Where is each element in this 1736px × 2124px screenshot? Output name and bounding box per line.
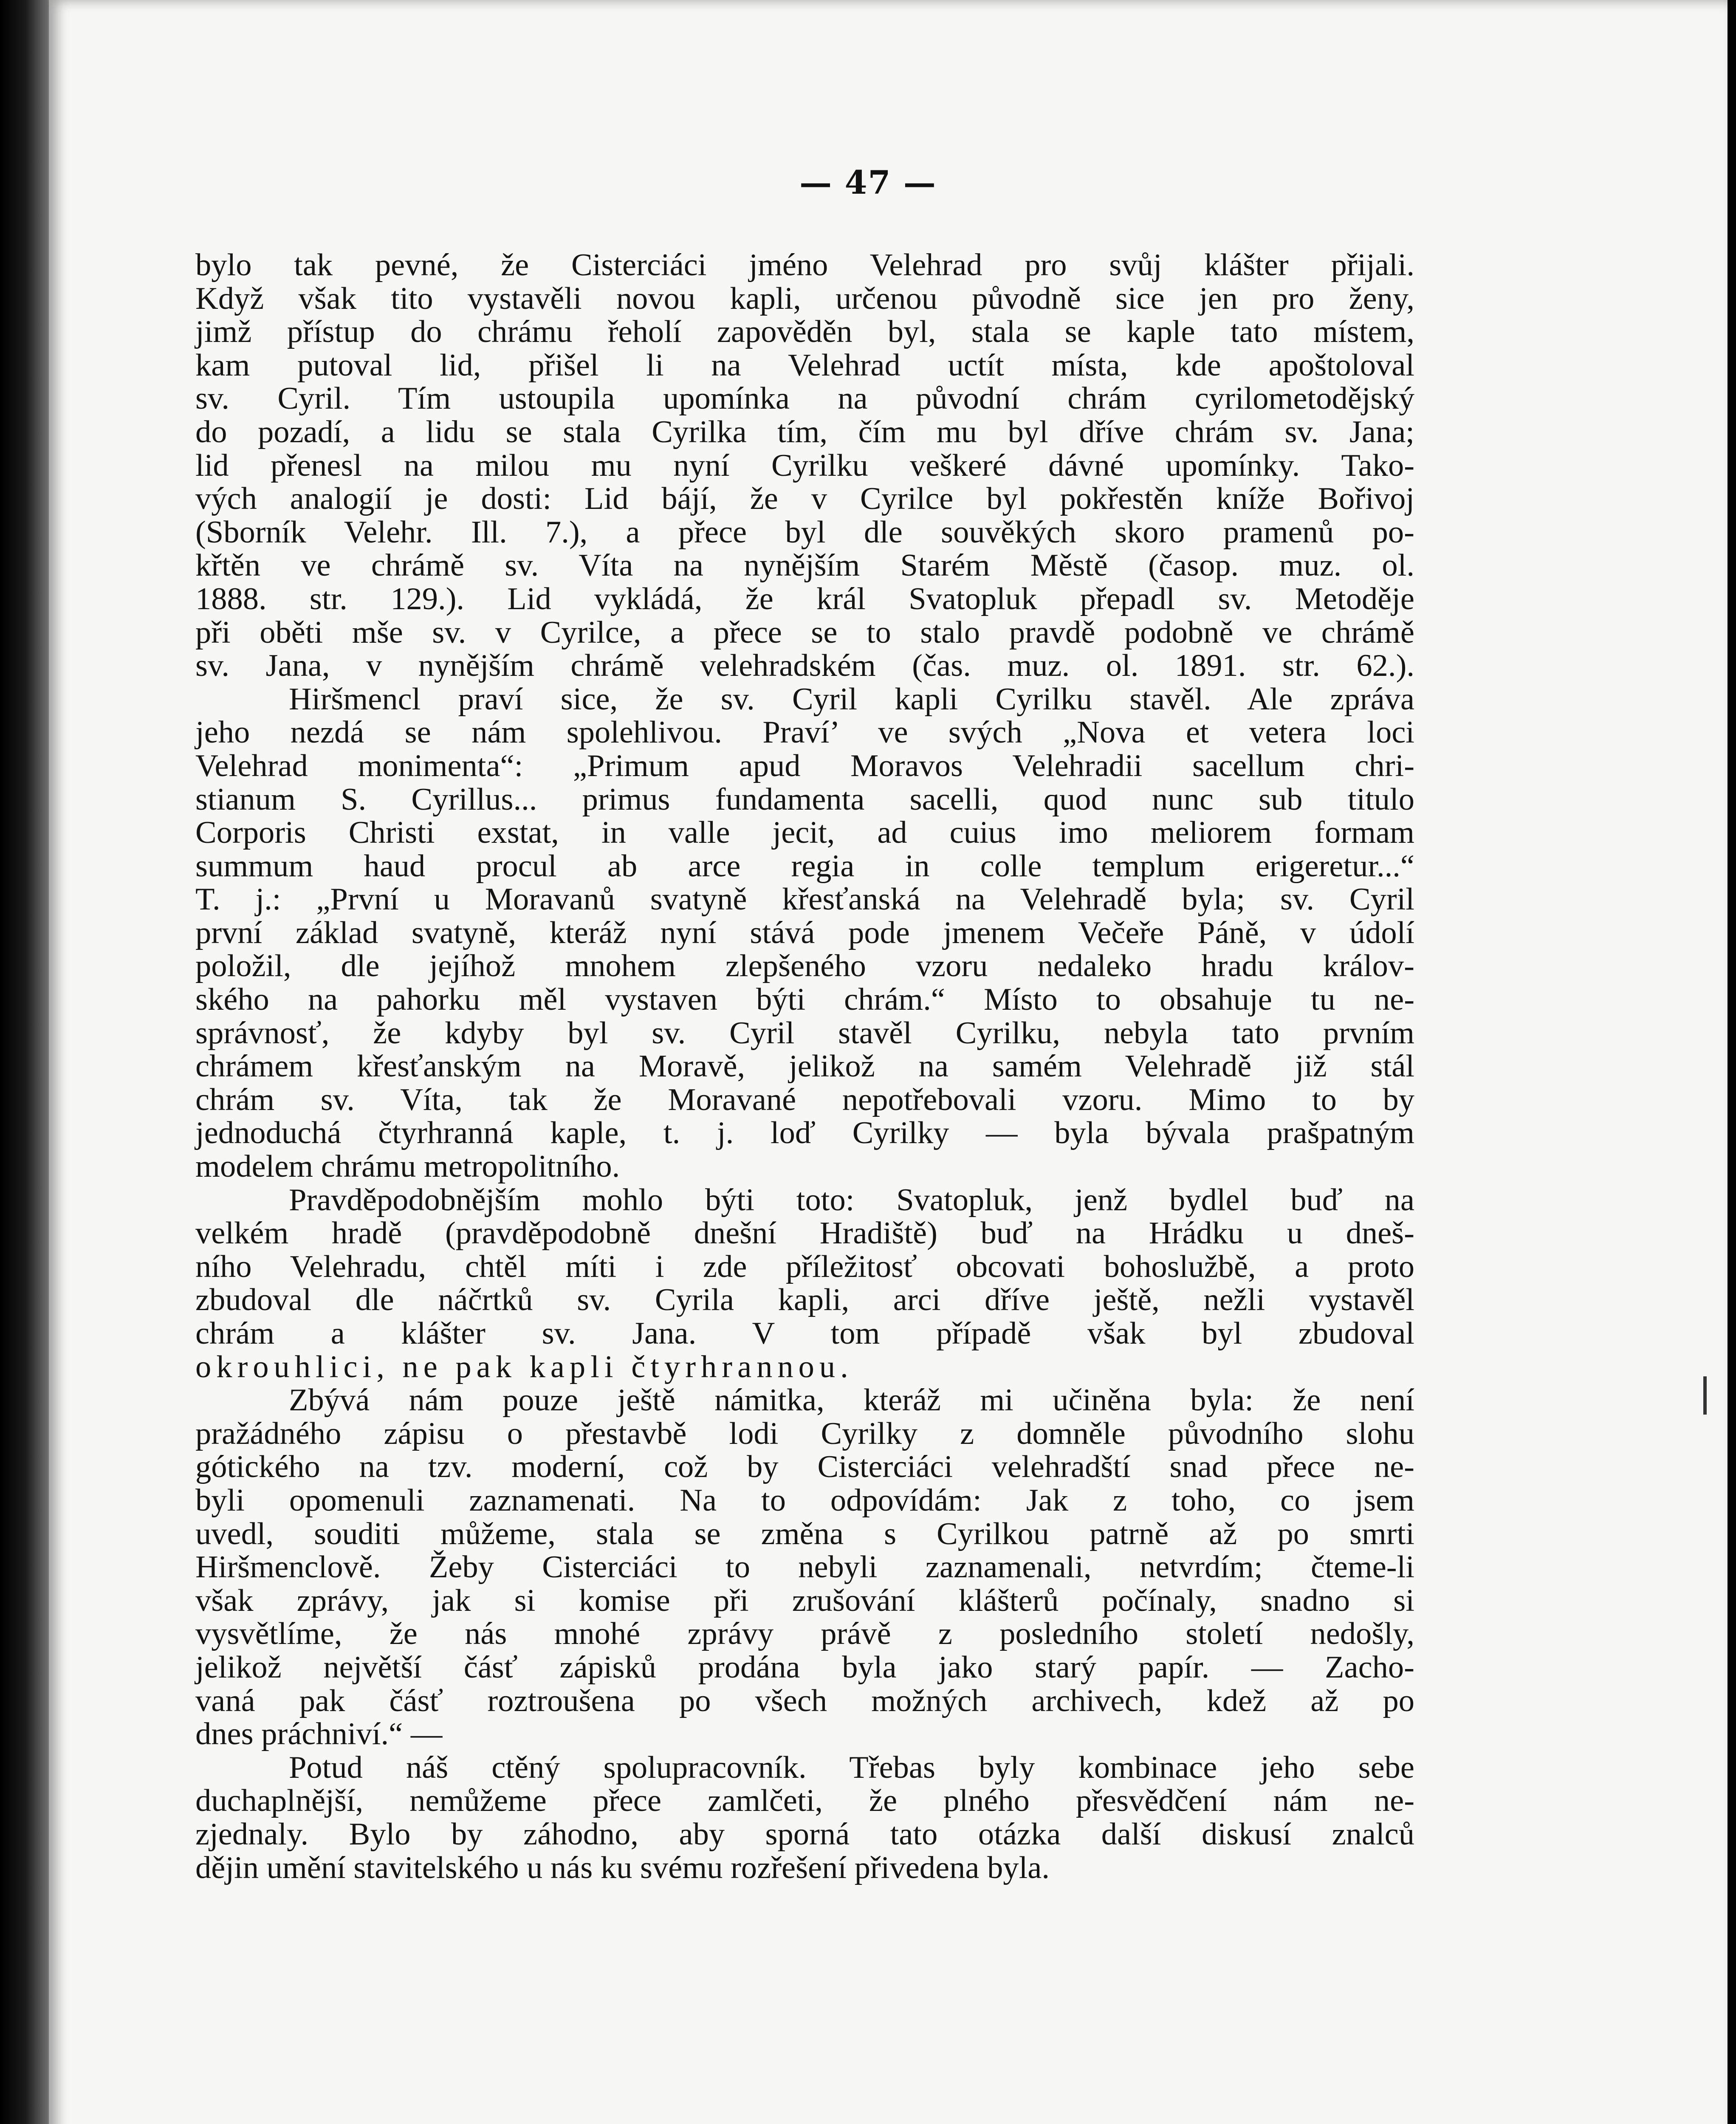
text-line: Hiršmenclově. Žeby Cisterciáci to nebyli zaznamenali, netvrdím; čteme-li — [195, 1550, 1414, 1585]
text-line: první základ svatyně, kteráž nyní stává pode jmenem Večeře Páně, v údolí — [195, 915, 1414, 950]
text-line: okrouhlici, ne pak kapli čtyrhrannou. — [195, 1349, 853, 1384]
text-line: Velehrad monimenta“: „Primum apud Moravos Velehradii sacellum chri- — [195, 748, 1414, 783]
text-line: zjednaly. Bylo by záhodno, aby sporná tato otázka další diskusí znalců — [195, 1816, 1414, 1852]
text-line: ního Velehradu, chtěl míti i zde příležitosť obcovati bohoslužbě, a proto — [195, 1249, 1414, 1284]
text-line: (Sborník Velehr. Ill. 7.), a přece byl dle souvěkých skoro pramenů po- — [195, 514, 1414, 550]
text-line: 1888. str. 129.). Lid vykládá, že král Svatopluk přepadl sv. Metoděje — [195, 581, 1414, 616]
text-line: položil, dle jejíhož mnohem zlepšeného vzoru nedaleko hradu králov- — [195, 949, 1414, 984]
text-line: bylo tak pevné, že Cisterciáci jméno Velehrad pro svůj klášter přijali. — [195, 248, 1414, 282]
text-line: sv. Jana, v nynějším chrámě velehradském (čas. muz. ol. 1891. str. 62.). — [195, 648, 1414, 684]
paragraph — [195, 1384, 1414, 1751]
text-line: jeho nezdá se nám spolehlivou. Praví’ ve svých „Nova et vetera loci — [195, 715, 1414, 750]
text-line: křtěn ve chrámě sv. Víta na nynějším Starém Městě (časop. muz. ol. — [195, 548, 1414, 583]
text-line: vaná pak čásť roztroušena po všech možných archivech, kdež až po — [195, 1683, 1414, 1718]
text-line: kam putoval lid, přišel li na Velehrad uctít místa, kde apoštoloval — [195, 347, 1414, 383]
text-line: jelikož největší čásť zápisků prodána byla jako starý papír. — Zacho- — [195, 1649, 1414, 1685]
text-line: však zprávy, jak si komise při zrušování klášterů počínaly, snadno si — [195, 1583, 1414, 1618]
text-line: do pozadí, a lidu se stala Cyrilka tím, čím mu byl dříve chrám sv. Jana; — [195, 414, 1414, 449]
text-line: gótického na tzv. moderní, což by Cisterciáci velehradští snad přece ne- — [195, 1449, 1414, 1485]
paragraph — [195, 1751, 1414, 1884]
text-line: modelem chrámu metropolitního. — [195, 1149, 620, 1184]
text-line: chrám sv. Víta, tak že Moravané nepotřebovali vzoru. Mimo to by — [195, 1082, 1414, 1117]
text-line: při oběti mše sv. v Cyrilce, a přece se to stalo pravdě podobně ve chrámě — [195, 615, 1414, 650]
text-line: byli opomenuli zaznamenati. Na to odpovídám: Jak z toho, co jsem — [195, 1483, 1414, 1518]
paragraph — [195, 1183, 1414, 1384]
text-line: vysvětlíme, že nás mnohé zprávy právě z posledního století nedošly, — [195, 1616, 1414, 1652]
text-line: dějin umění stavitelského u nás ku svému rozřešení přivedena byla. — [195, 1850, 1050, 1885]
body-text — [195, 249, 1414, 1884]
text-line: T. j.: „První u Moravanů svatyně křesťanská na Velehradě byla; sv. Cyril — [195, 882, 1414, 917]
right-edge-mark — [1703, 1376, 1707, 1415]
text-line: ského na pahorku měl vystaven býti chrám.“ Místo to obsahuje tu ne- — [195, 982, 1414, 1017]
text-line: jednoduchá čtyrhranná kaple, t. j. loď Cyrilky — byla bývala prašpatným — [195, 1116, 1414, 1151]
text-line: duchaplnější, nemůžeme přece zamlčeti, že plného přesvědčení nám ne- — [195, 1783, 1414, 1819]
text-line: chrámem křesťanským na Moravě, jelikož na samém Velehradě již stál — [195, 1049, 1414, 1084]
text-line: vých analogií je dosti: Lid bájí, že v Cyrilce byl pokřestěn kníže Bořivoj — [195, 481, 1414, 517]
text-line: Potud náš ctěný spolupracovník. Třebas byly kombinace jeho sebe — [289, 1750, 1414, 1785]
text-line: chrám a klášter sv. Jana. V tom případě však byl zbudoval — [195, 1316, 1414, 1351]
text-line: summum haud procul ab arce regia in colle templum erigeretur...“ — [195, 848, 1414, 884]
text-line: zbudoval dle náčrtků sv. Cyrila kapli, arci dříve ještě, nežli vystavěl — [195, 1282, 1414, 1318]
page-number: — 47 — — [799, 164, 937, 201]
paragraph — [195, 249, 1414, 683]
text-line: pražádného zápisu o přestavbě lodi Cyrilky z domněle původního slohu — [195, 1416, 1414, 1451]
text-line: správnosť, že kdyby byl sv. Cyril stavěl Cyrilku, nebyla tato prvním — [195, 1015, 1414, 1051]
text-line: velkém hradě (pravděpodobně dnešní Hradiště) buď na Hrádku u dneš- — [195, 1216, 1414, 1251]
text-line: Zbývá nám pouze ještě námitka, kteráž mi učiněna byla: že není — [289, 1383, 1414, 1418]
text-line: lid přenesl na milou mu nyní Cyrilku veškeré dávné upomínky. Tako- — [195, 448, 1414, 483]
text-line: Corporis Christi exstat, in valle jecit, ad cuius imo meliorem formam — [195, 815, 1414, 850]
text-line: jimž přístup do chrámu řeholí zapověděn byl, stala se kaple tato místem, — [195, 314, 1414, 350]
text-line: stianum S. Cyrillus... primus fundamenta sacelli, quod nunc sub titulo — [195, 782, 1414, 817]
text-line: Hiršmencl praví sice, že sv. Cyril kapli Cyrilku stavěl. Ale zpráva — [289, 681, 1414, 717]
text-line: uvedl, souditi můžeme, stala se změna s Cyrilkou patrně až po smrti — [195, 1516, 1414, 1551]
text-line: Pravděpodobnějším mohlo býti toto: Svatopluk, jenž bydlel buď na — [289, 1182, 1414, 1217]
text-line: Když však tito vystavěli novou kapli, určenou původně sice jen pro ženy, — [195, 281, 1414, 316]
paragraph — [195, 683, 1414, 1183]
text-line: sv. Cyril. Tím ustoupila upomínka na původní chrám cyrilometodějský — [195, 381, 1414, 416]
text-line: dnes práchniví.“ — — [195, 1717, 443, 1752]
